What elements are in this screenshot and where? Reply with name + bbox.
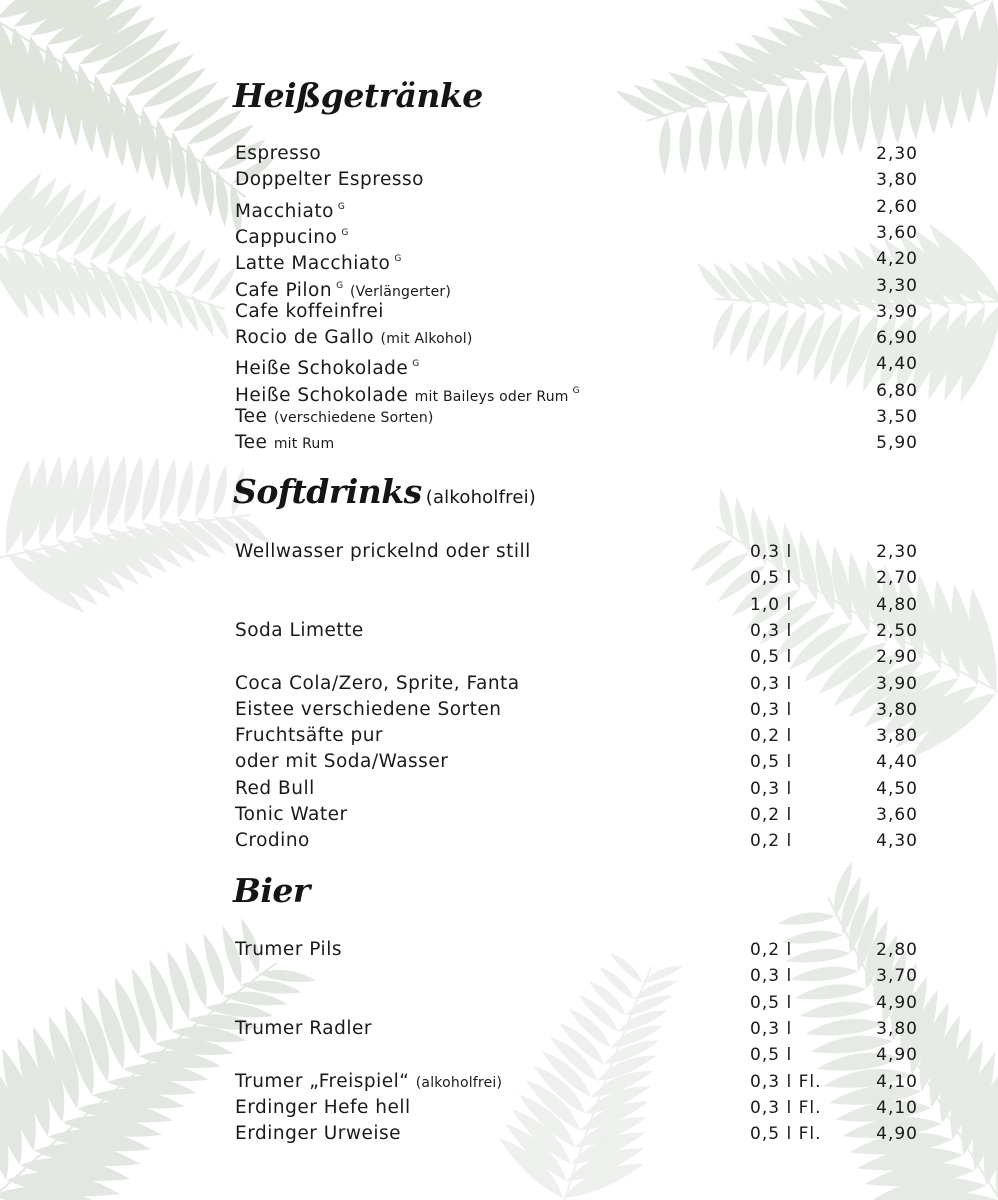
menu-item-row: [0, 802, 998, 828]
menu-item-row: [0, 325, 998, 351]
item-name-text: Trumer Radler: [235, 1017, 372, 1039]
item-name-text: Latte Macchiato: [235, 253, 391, 275]
item-gluten-mark: G: [394, 254, 402, 265]
item-gluten-mark: G: [572, 385, 581, 396]
menu-item-row: [0, 430, 998, 456]
item-price: 4,40: [876, 752, 918, 773]
menu-item-row: [0, 1121, 998, 1147]
item-size: 0,3 l: [750, 699, 793, 720]
item-name-text: Heiße Schokolade: [235, 384, 409, 406]
item-size: 0,3 l: [750, 966, 793, 987]
item-name: [235, 1095, 411, 1121]
item-size: 0,2 l: [750, 726, 793, 747]
item-name: [235, 937, 342, 963]
item-name-text: Cafe Pilon: [235, 279, 333, 301]
item-size: 0,5 l Fl.: [750, 1124, 822, 1145]
section-heading-softdrinks: [233, 472, 536, 511]
item-name-text: Eistee verschiedene Sorten: [235, 698, 502, 720]
item-name-text: Cappucino: [235, 226, 338, 248]
item-price: 2,50: [876, 620, 918, 641]
menu-item-row: [0, 299, 998, 325]
menu-item-row: [0, 697, 998, 723]
item-size: 0,5 l: [750, 647, 793, 668]
item-name: [235, 723, 383, 749]
item-name: [235, 141, 321, 167]
menu-item-row: [0, 1016, 998, 1042]
item-price: 3,80: [876, 726, 918, 747]
item-name-text: Erdinger Hefe hell: [235, 1096, 411, 1118]
item-price: 4,10: [876, 1071, 918, 1092]
menu-item-row: [0, 220, 998, 246]
item-price: 2,30: [876, 144, 918, 164]
item-gluten-mark: G: [337, 201, 346, 212]
item-name: [235, 697, 502, 723]
item-name: [235, 776, 315, 802]
section-heading-hot-drinks: Heißgetränke: [233, 76, 483, 115]
item-name-text: Tee: [235, 406, 268, 427]
item-price: 4,80: [876, 594, 918, 615]
item-name: [235, 325, 473, 352]
item-note: (verschiedene Sorten): [273, 410, 434, 426]
item-price: 5,90: [876, 433, 918, 454]
softdrinks-subtitle: (alkoholfrei): [425, 487, 537, 508]
item-price: 6,90: [876, 328, 918, 349]
item-name-text: Fruchtsäfte pur: [235, 725, 384, 747]
menu-item-row: [0, 749, 998, 775]
item-name-text: Coca Cola/Zero, Sprite, Fanta: [235, 672, 520, 694]
item-size: 0,3 l: [750, 542, 793, 562]
item-price: 4,20: [876, 249, 918, 270]
item-price: 2,60: [876, 196, 918, 217]
item-price: 4,10: [876, 1097, 918, 1118]
item-name-text: Soda Limette: [235, 619, 364, 641]
item-size: 0,3 l: [750, 620, 793, 641]
item-price: 4,50: [876, 778, 918, 799]
item-gluten-mark: G: [336, 280, 344, 291]
item-size: 1,0 l: [750, 594, 793, 615]
item-name-text: Red Bull: [235, 777, 315, 799]
menu-item-row: [0, 246, 998, 275]
menu-item-row: [0, 404, 998, 430]
menu-item-row: [0, 990, 998, 1016]
item-price: 3,90: [876, 301, 918, 322]
menu-item-row: [0, 539, 998, 565]
menu-item-row: [0, 963, 998, 989]
item-size: 0,2 l: [750, 805, 793, 825]
item-name-text: Tonic Water: [235, 804, 348, 825]
item-note: (alkoholfrei): [415, 1074, 503, 1091]
item-name: [235, 671, 520, 697]
item-name-text: Erdinger Urweise: [235, 1123, 402, 1145]
item-size: 0,3 l: [750, 673, 793, 694]
item-name: [235, 1069, 502, 1096]
menu-item-row: [0, 618, 998, 644]
item-size: 0,5 l: [750, 1045, 793, 1066]
menu-item-row: [0, 273, 998, 299]
item-price: 4,40: [876, 354, 918, 375]
item-price: 4,30: [876, 831, 918, 852]
item-name-text: Doppelter Espresso: [235, 169, 424, 191]
item-price: 4,90: [876, 1045, 918, 1066]
item-price: 3,60: [876, 805, 918, 825]
menu-item-row: [0, 776, 998, 802]
item-name-text: Tee: [235, 432, 268, 454]
item-note: mit Baileys oder Rum: [414, 388, 569, 405]
menu-item-row: [0, 1042, 998, 1068]
item-name: [235, 1121, 401, 1147]
softdrinks-title: Softdrinks: [233, 472, 422, 511]
item-name: [235, 167, 424, 193]
item-price: 3,50: [876, 407, 918, 427]
menu-item-row: [0, 351, 998, 380]
item-name-text: Trumer „Freispiel“: [235, 1070, 410, 1092]
menu-item-row: [0, 1095, 998, 1121]
menu-item-row: [0, 1069, 998, 1095]
item-price: 3,90: [876, 673, 918, 694]
menu-item-row: [0, 644, 998, 670]
item-price: 2,30: [876, 542, 918, 562]
item-price: 3,80: [876, 699, 918, 720]
item-name-text: oder mit Soda/Wasser: [235, 751, 449, 773]
item-name-text: Trumer Pils: [235, 939, 342, 960]
item-name-text: Cafe koffeinfrei: [235, 300, 384, 322]
item-note: mit Rum: [273, 436, 335, 453]
item-size: 0,5 l: [750, 992, 793, 1013]
item-name: [235, 430, 334, 457]
item-price: 3,60: [876, 222, 918, 243]
item-price: 3,30: [876, 275, 918, 296]
menu-item-row: [0, 671, 998, 697]
item-name-text: Crodino: [235, 830, 310, 852]
menu-item-row: [0, 565, 998, 591]
item-note: (Verlängerter): [349, 283, 452, 300]
item-name: [235, 539, 531, 565]
item-name: [235, 618, 364, 644]
item-name-text: Rocio de Gallo: [235, 327, 375, 349]
item-name-text: Macchiato: [235, 200, 334, 222]
item-size: 0,2 l: [750, 831, 793, 852]
item-note: (mit Alkohol): [380, 331, 473, 348]
item-name: [235, 404, 434, 431]
item-size: 0,2 l: [750, 940, 793, 960]
item-name-text: Wellwasser prickelnd oder still: [235, 541, 531, 562]
menu-item-row: [0, 592, 998, 618]
item-size: 0,3 l Fl.: [750, 1097, 822, 1118]
item-name-text: Heiße Schokolade: [235, 358, 409, 380]
item-size: 0,5 l: [750, 568, 793, 589]
menu-item-row: [0, 937, 998, 963]
item-price: 4,90: [876, 1124, 918, 1145]
item-name: [235, 1016, 372, 1042]
section-heading-beer: Bier: [233, 871, 310, 910]
item-price: 4,90: [876, 992, 918, 1013]
item-price: 2,80: [876, 940, 918, 960]
item-name: [235, 802, 348, 828]
item-size: 0,3 l: [750, 1018, 793, 1039]
menu-item-row: [0, 194, 998, 220]
item-price: 6,80: [876, 380, 918, 401]
menu-item-row: [0, 828, 998, 854]
item-name: [235, 828, 310, 854]
item-name: [235, 749, 448, 775]
item-size: 0,3 l Fl.: [750, 1071, 822, 1092]
menu-item-row: [0, 723, 998, 749]
item-price: 3,80: [876, 1018, 918, 1039]
item-gluten-mark: G: [341, 227, 349, 238]
item-name: [235, 299, 384, 325]
menu-item-row: [0, 167, 998, 193]
menu-item-row: [0, 378, 998, 404]
item-price: 2,90: [876, 647, 918, 668]
item-price: 2,70: [876, 568, 918, 589]
menu-item-row: [0, 141, 998, 167]
item-gluten-mark: G: [412, 359, 420, 370]
item-price: 3,80: [876, 170, 918, 191]
item-name-text: Espresso: [235, 143, 322, 164]
item-price: 3,70: [876, 966, 918, 987]
item-size: 0,5 l: [750, 752, 793, 773]
item-size: 0,3 l: [750, 778, 793, 799]
